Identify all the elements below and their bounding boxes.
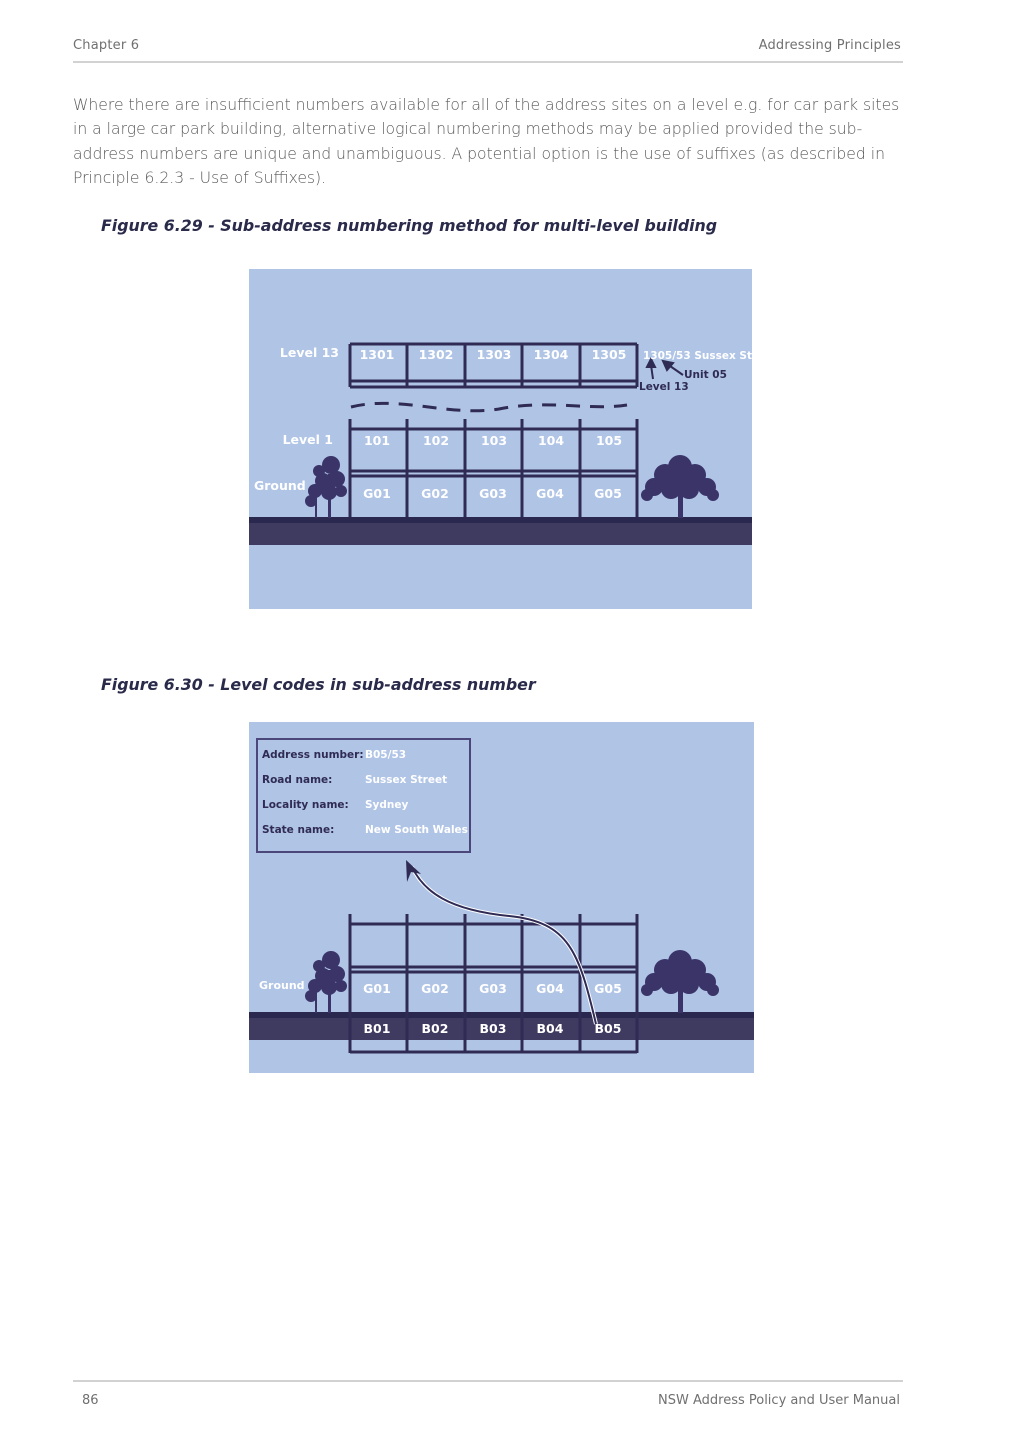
unit-label: G03 bbox=[479, 981, 507, 996]
unit-label: 1304 bbox=[533, 347, 569, 362]
unit-label: 1303 bbox=[476, 347, 512, 362]
unit-label: 1302 bbox=[418, 347, 454, 362]
unit-label: 1305 bbox=[591, 347, 627, 362]
unit-label: B02 bbox=[421, 1021, 449, 1036]
chapter-label: Chapter 6 bbox=[73, 38, 140, 53]
unit-label: B01 bbox=[363, 1021, 391, 1036]
unit-label: G02 bbox=[421, 981, 449, 996]
unit-label: G05 bbox=[594, 486, 622, 501]
unit-label: G01 bbox=[363, 981, 391, 996]
unit-annotation: Unit 05 bbox=[684, 369, 727, 381]
tree-icon bbox=[305, 456, 347, 518]
info-value: New South Wales bbox=[365, 824, 468, 836]
unit-label: G04 bbox=[536, 981, 564, 996]
section-title: Addressing Principles bbox=[758, 38, 901, 53]
address-annotation: 1305/53 Sussex St bbox=[643, 350, 752, 362]
info-value: Sydney bbox=[365, 799, 409, 811]
info-label: State name: bbox=[262, 824, 335, 836]
figure-29-caption: Figure 6.29 - Sub-address numbering method for multi-level building bbox=[101, 216, 718, 235]
tree-icon bbox=[305, 951, 347, 1013]
unit-label: 102 bbox=[422, 433, 450, 448]
header-rule bbox=[73, 61, 903, 63]
footer-rule bbox=[73, 1380, 903, 1382]
figure-29-illustration bbox=[249, 269, 752, 609]
level-annotation: Level 13 bbox=[639, 381, 689, 393]
ground-label: Ground bbox=[254, 478, 306, 493]
unit-label: B05 bbox=[594, 1021, 622, 1036]
unit-label: 105 bbox=[595, 433, 623, 448]
unit-label: 104 bbox=[537, 433, 565, 448]
unit-label: G01 bbox=[363, 486, 391, 501]
tree-icon bbox=[641, 455, 719, 518]
info-value: B05/53 bbox=[365, 749, 407, 761]
manual-title: NSW Address Policy and User Manual bbox=[658, 1393, 900, 1408]
level-13-label: Level 13 bbox=[279, 345, 339, 360]
unit-label: G04 bbox=[536, 486, 564, 501]
unit-label: B03 bbox=[479, 1021, 507, 1036]
figure-30-illustration bbox=[249, 722, 754, 1073]
tree-icon bbox=[641, 950, 719, 1013]
unit-label: B04 bbox=[536, 1021, 564, 1036]
info-value: Sussex Street bbox=[365, 774, 448, 786]
body-paragraph: Where there are insufficient numbers available for all of the address sites on a level e.g. for car park sites in a large car park building, alternative logical numbering methods may be applied provided the sub-address numbers are unique and unambiguous. A potential option is the use of suffixes (as described in Principle 6.2.3 - Use of Suffixes). bbox=[73, 96, 900, 187]
info-label: Road name: bbox=[262, 774, 333, 786]
page-number: 86 bbox=[82, 1393, 99, 1408]
unit-label: 1301 bbox=[359, 347, 395, 362]
info-label: Locality name: bbox=[262, 799, 349, 811]
unit-label: G05 bbox=[594, 981, 622, 996]
info-label: Address number: bbox=[262, 749, 364, 761]
unit-label: 101 bbox=[363, 433, 391, 448]
level-1-label: Level 1 bbox=[282, 432, 333, 447]
ground-label: Ground bbox=[259, 979, 305, 992]
unit-label: G03 bbox=[479, 486, 507, 501]
unit-label: G02 bbox=[421, 486, 449, 501]
figure-30-caption: Figure 6.30 - Level codes in sub-address number bbox=[101, 675, 536, 694]
unit-label: 103 bbox=[480, 433, 508, 448]
